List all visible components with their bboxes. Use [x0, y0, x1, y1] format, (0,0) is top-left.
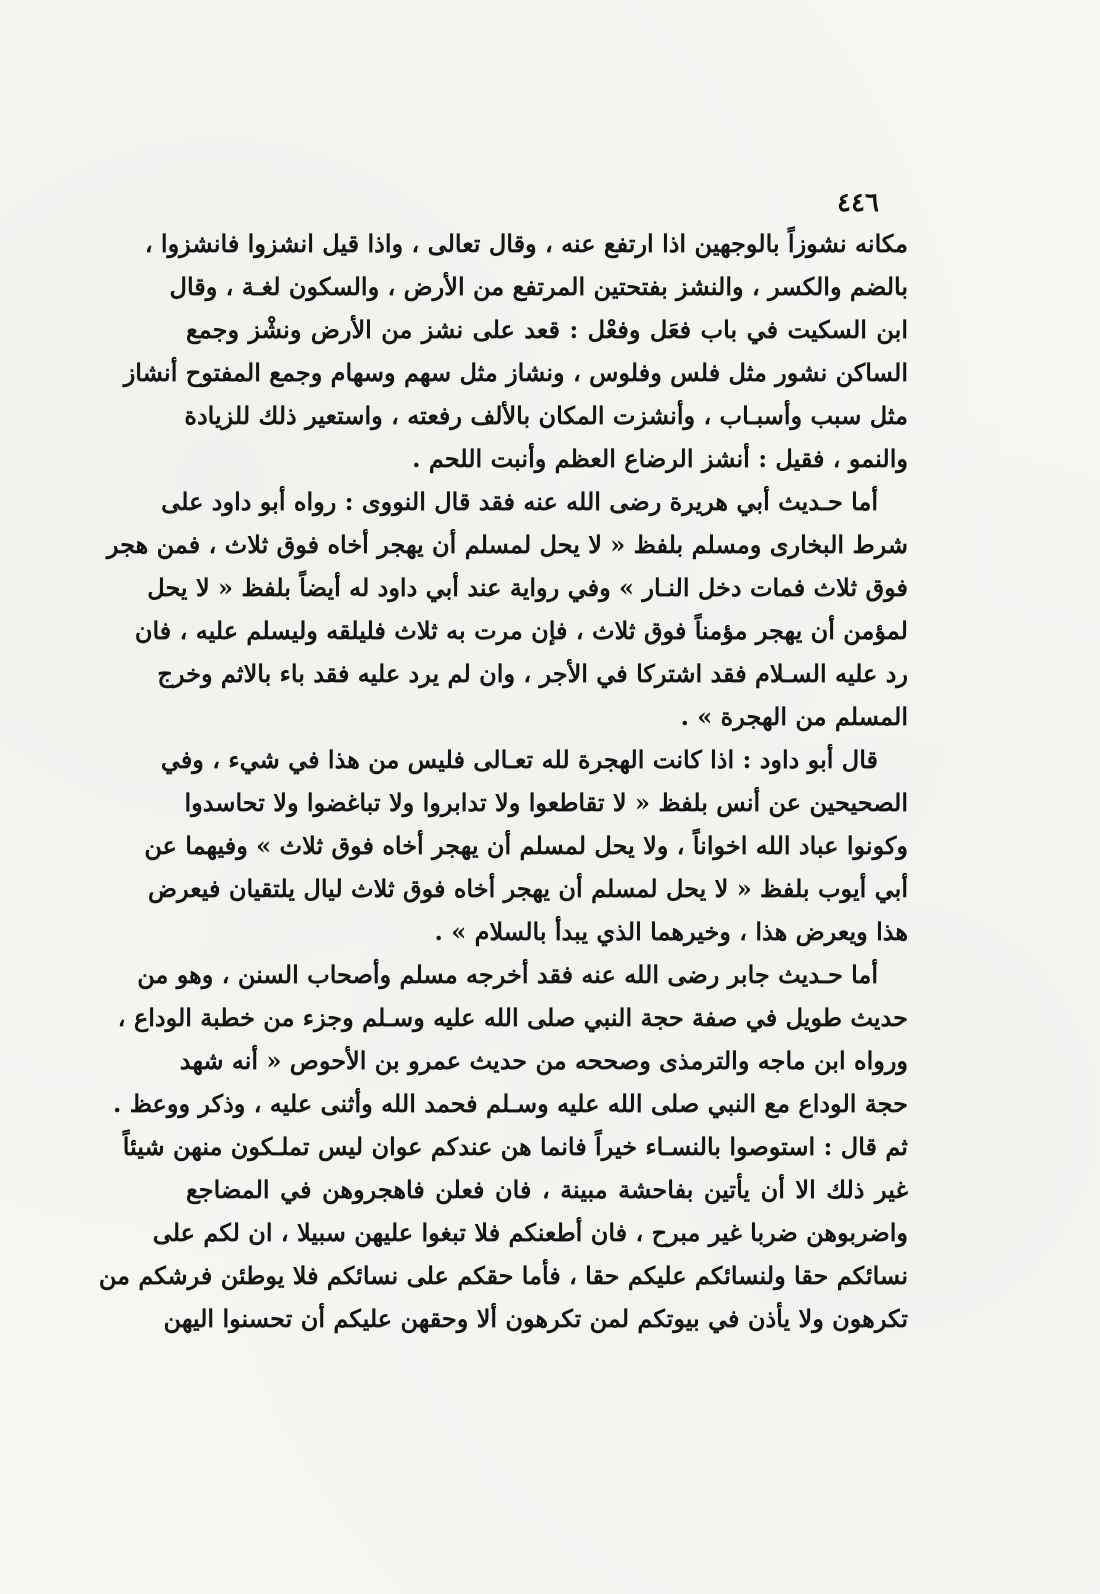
text-line: مكانه نشوزاً بالوجهين اذا ارتفع عنه ، وقال تعالى ، واذا قيل انشزوا فانشزوا ،	[144, 229, 908, 258]
text-line: هذا ويعرض هذا ، وخيرهما الذي يبدأ بالسلام » .	[434, 917, 908, 946]
text-line: المسلم من الهجرة » .	[680, 702, 908, 731]
text-line: حديث طويل في صفة حجة النبي صلى الله عليه وسـلم وجزء من خطبة الوداع ،	[117, 1003, 908, 1032]
text-line: حجة الوداع مع النبي صلى الله عليه وسـلم فحمد الله وأثنى عليه ، وذكر ووعظ .	[113, 1089, 908, 1118]
text-line: شرط البخارى ومسلم بلفظ « لا يحل لمسلم أن يهجر أخاه فوق ثلاث ، فمن هجر	[106, 530, 908, 559]
text-line: مثل سبب وأسبـاب ، وأنشزت المكان بالألف رفعته ، واستعير ذلك للزيادة	[184, 401, 908, 430]
text-line: ابن السكيت في باب فعَل وفعْل : قعد على نشز من الأرض ونشْز وجمع	[186, 315, 908, 344]
text-line: نسائكم حقا ولنسائكم عليكم حقا ، فأما حقكم على نسائكم فلا يوطئن فرشكم من	[98, 1261, 908, 1290]
text-line: فوق ثلاث فمات دخل النـار » وفي رواية عند أبي داود له أيضاً بلفظ « لا يحل	[147, 573, 908, 602]
text-line: أما حـديث أبي هريرة رضى الله عنه فقد قال النووى : رواه أبو داود على	[161, 487, 878, 516]
text-line: رد عليه السـلام فقد اشتركا في الأجر ، وان لم يرد عليه فقد باء بالاثم وخرج	[157, 659, 908, 688]
text-line: والنمو ، فقيل : أنشز الرضاع العظم وأنبت اللحم .	[412, 444, 908, 473]
page-number: ٤٤٦	[837, 188, 879, 218]
text-line: أما حـديث جابر رضى الله عنه فقد أخرجه مسلم وأصحاب السنن ، وهو من	[137, 960, 878, 989]
body-text	[98, 222, 908, 1340]
text-line: الصحيحين عن أنس بلفظ « لا تقاطعوا ولا تدابروا ولا تباغضوا ولا تحاسدوا	[184, 788, 908, 817]
text-line: وكونوا عباد الله اخواناً ، ولا يحل لمسلم أن يهجر أخاه فوق ثلاث » وفيهما عن	[144, 831, 908, 860]
text-line: ورواه ابن ماجه والترمذى وصححه من حديث عمرو بن الأحوص « أنه شهد	[179, 1046, 908, 1075]
text-line: قال أبو داود : اذا كانت الهجرة لله تعـالى فليس من هذا في شيء ، وفي	[160, 745, 878, 774]
text-line: ثم قال : استوصوا بالنسـاء خيراً فانما هن عندكم عوان ليس تملـكون منهن شيئاً	[122, 1132, 908, 1161]
text-line: أبي أيوب بلفظ « لا يحل لمسلم أن يهجر أخاه فوق ثلاث ليال يلتقيان فيعرض	[147, 874, 908, 903]
text-line: الساكن نشور مثل فلس وفلوس ، ونشاز مثل سهم وسهام وجمع المفتوح أنشاز	[123, 358, 908, 387]
text-line: غير ذلك الا أن يأتين بفاحشة مبينة ، فان فعلن فاهجروهن في المضاجع	[186, 1175, 908, 1204]
text-line: بالضم والكسر ، والنشز بفتحتين المرتفع من الأرض ، والسكون لغـة ، وقال	[169, 272, 908, 301]
text-line: واضربوهن ضربا غير مبرح ، فان أطعنكم فلا تبغوا عليهن سبيلا ، ان لكم على	[152, 1218, 908, 1247]
text-line: تكرهون ولا يأذن في بيوتكم لمن تكرهون ألا وحقهن عليكم أن تحسنوا اليهن	[163, 1304, 908, 1333]
text-line: لمؤمن أن يهجر مؤمناً فوق ثلاث ، فإن مرت به ثلاث فليلقه وليسلم عليه ، فان	[134, 616, 908, 645]
